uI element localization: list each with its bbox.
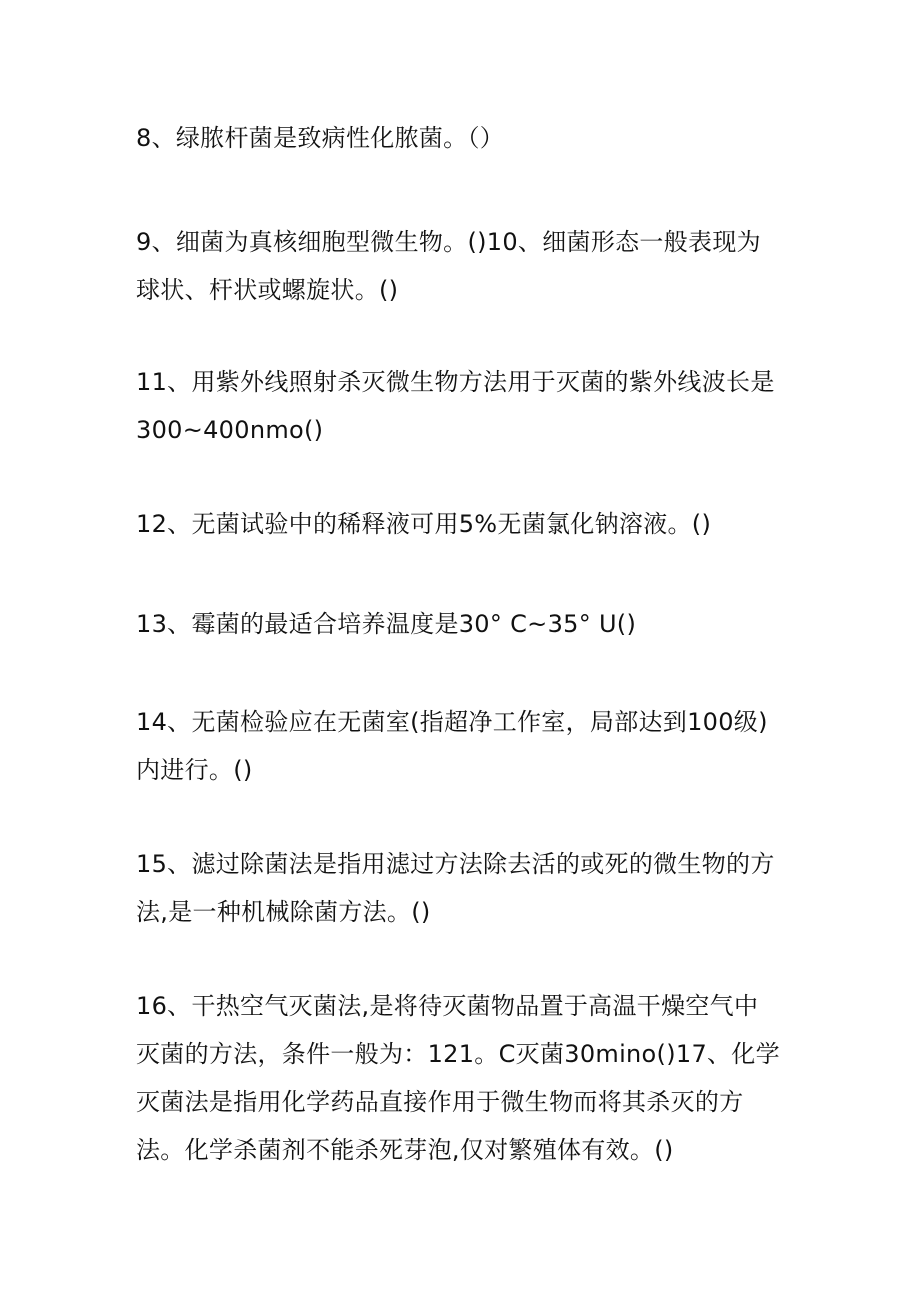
question-9-10: [136, 218, 796, 314]
question-line: 灭菌法是指用化学药品直接作用于微生物而将其杀灭的方: [136, 1088, 744, 1116]
question-12: [136, 500, 796, 548]
question-13: [136, 600, 796, 648]
question-line: 15、滤过除菌法是指用滤过方法除去活的或死的微生物的方: [136, 850, 775, 878]
question-15: [136, 840, 796, 936]
question-line: 法,是一种机械除菌方法。(): [136, 898, 431, 926]
question-16-17: [136, 982, 796, 1174]
question-line: 14、无菌检验应在无菌室(指超净工作室，局部达到100级): [136, 708, 768, 736]
question-line: 16、干热空气灭菌法,是将待灭菌物品置于高温干燥空气中: [136, 992, 759, 1020]
question-line: 11、用紫外线照射杀灭微生物方法用于灭菌的紫外线波长是: [136, 368, 775, 396]
question-11: [136, 358, 796, 454]
question-line: 9、细菌为真核细胞型微生物。()10、细菌形态一般表现为: [136, 228, 761, 256]
question-line: 13、霉菌的最适合培养温度是30° C~35° U(): [136, 610, 637, 638]
question-line: 灭菌的方法，条件一般为：121。C灭菌30mino()17、化学: [136, 1040, 780, 1068]
question-line: 12、无菌试验中的稀释液可用5%无菌氯化钠溶液。(): [136, 510, 712, 538]
question-14: [136, 698, 796, 794]
question-line: 球状、杆状或螺旋状。(): [136, 276, 399, 304]
question-line: 300~400nmo(): [136, 416, 324, 444]
question-line: 内进行。(): [136, 756, 253, 784]
question-8: [136, 114, 796, 162]
question-line: 8、绿脓杆菌是致病性化脓菌。（）: [136, 124, 505, 152]
question-line: 法。化学杀菌剂不能杀死芽泡,仅对繁殖体有效。(): [136, 1136, 674, 1164]
